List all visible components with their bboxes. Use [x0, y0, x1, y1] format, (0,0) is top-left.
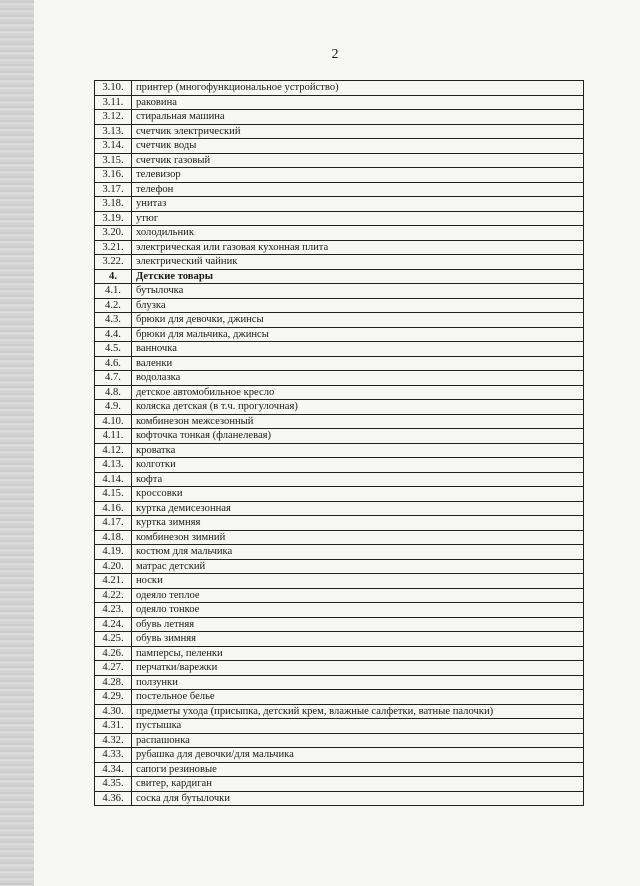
item-name: брюки для мальчика, джинсы [132, 327, 584, 342]
item-name: счетчик газовый [132, 153, 584, 168]
item-number: 4.3. [95, 313, 132, 328]
table-row [95, 762, 584, 777]
item-name: комбинезон зимний [132, 530, 584, 545]
item-name: свитер, кардиган [132, 777, 584, 792]
item-name: распашонка [132, 733, 584, 748]
item-name: кроссовки [132, 487, 584, 502]
table-row [95, 501, 584, 516]
item-number: 3.22. [95, 255, 132, 270]
item-name: матрас детский [132, 559, 584, 574]
table-row [95, 414, 584, 429]
item-name: электрический чайник [132, 255, 584, 270]
item-number: 3.13. [95, 124, 132, 139]
table-row [95, 356, 584, 371]
item-number: 4.26. [95, 646, 132, 661]
item-name: памперсы, пеленки [132, 646, 584, 661]
item-name: сапоги резиновые [132, 762, 584, 777]
table-row [95, 95, 584, 110]
item-name: телефон [132, 182, 584, 197]
item-number: 4.10. [95, 414, 132, 429]
item-number: 4.7. [95, 371, 132, 386]
table-row [95, 153, 584, 168]
item-number: 4.27. [95, 661, 132, 676]
item-number: 4.15. [95, 487, 132, 502]
table-row [95, 182, 584, 197]
table-row [95, 429, 584, 444]
item-number: 4.11. [95, 429, 132, 444]
item-number: 3.15. [95, 153, 132, 168]
table-row [95, 487, 584, 502]
item-name: перчатки/варежки [132, 661, 584, 676]
table-row [95, 733, 584, 748]
table-row [95, 226, 584, 241]
table-row [95, 530, 584, 545]
item-number: 4.13. [95, 458, 132, 473]
table-row [95, 516, 584, 531]
item-name: соска для бутылочки [132, 791, 584, 806]
table-row [95, 124, 584, 139]
item-number: 3.12. [95, 110, 132, 125]
item-name: одеяло тонкое [132, 603, 584, 618]
item-number: 4.32. [95, 733, 132, 748]
item-name: раковина [132, 95, 584, 110]
item-name: ванночка [132, 342, 584, 357]
item-name: кроватка [132, 443, 584, 458]
item-number: 4.35. [95, 777, 132, 792]
item-number: 4.8. [95, 385, 132, 400]
table-row [95, 748, 584, 763]
item-name: куртка зимняя [132, 516, 584, 531]
item-number: 4.12. [95, 443, 132, 458]
item-name: кофточка тонкая (фланелевая) [132, 429, 584, 444]
table-row [95, 690, 584, 705]
item-name: блузка [132, 298, 584, 313]
item-name: бутылочка [132, 284, 584, 299]
item-name: пустышка [132, 719, 584, 734]
item-name: утюг [132, 211, 584, 226]
table-row [95, 617, 584, 632]
table-row [95, 632, 584, 647]
table-row [95, 139, 584, 154]
table-row [95, 313, 584, 328]
table-row [95, 255, 584, 270]
item-name: предметы ухода (присыпка, детский крем, влажные салфетки, ватные палочки) [132, 704, 584, 719]
item-name: ползунки [132, 675, 584, 690]
item-number: 4.22. [95, 588, 132, 603]
table-row [95, 443, 584, 458]
items-table-body [95, 81, 584, 806]
item-name: Детские товары [132, 269, 584, 284]
item-number: 4.19. [95, 545, 132, 560]
item-number: 4.14. [95, 472, 132, 487]
table-row [95, 110, 584, 125]
item-number: 4.4. [95, 327, 132, 342]
item-number: 4.34. [95, 762, 132, 777]
table-row [95, 603, 584, 618]
item-name: счетчик воды [132, 139, 584, 154]
item-number: 4.6. [95, 356, 132, 371]
item-number: 4.31. [95, 719, 132, 734]
table-row [95, 777, 584, 792]
table-row [95, 588, 584, 603]
table-row [95, 371, 584, 386]
item-number: 4.17. [95, 516, 132, 531]
item-name: носки [132, 574, 584, 589]
item-number: 3.18. [95, 197, 132, 212]
item-name: рубашка для девочки/для мальчика [132, 748, 584, 763]
item-name: колготки [132, 458, 584, 473]
item-name: коляска детская (в т.ч. прогулочная) [132, 400, 584, 415]
item-number: 3.17. [95, 182, 132, 197]
item-number: 4.2. [95, 298, 132, 313]
item-number: 4.20. [95, 559, 132, 574]
scan-edge [0, 0, 34, 886]
item-number: 3.16. [95, 168, 132, 183]
item-name: валенки [132, 356, 584, 371]
table-row [95, 211, 584, 226]
item-name: одеяло теплое [132, 588, 584, 603]
item-number: 3.19. [95, 211, 132, 226]
table-row [95, 400, 584, 415]
item-number: 3.11. [95, 95, 132, 110]
item-name: телевизор [132, 168, 584, 183]
item-number: 3.21. [95, 240, 132, 255]
item-name: холодильник [132, 226, 584, 241]
table-row [95, 168, 584, 183]
table-row [95, 81, 584, 96]
section-row [95, 269, 584, 284]
item-name: принтер (многофункциональное устройство) [132, 81, 584, 96]
item-name: кофта [132, 472, 584, 487]
item-number: 4.29. [95, 690, 132, 705]
item-name: стиральная машина [132, 110, 584, 125]
item-number: 4.23. [95, 603, 132, 618]
item-name: обувь летняя [132, 617, 584, 632]
item-name: водолазка [132, 371, 584, 386]
item-number: 4.9. [95, 400, 132, 415]
item-number: 4.21. [95, 574, 132, 589]
item-number: 4.25. [95, 632, 132, 647]
item-name: брюки для девочки, джинсы [132, 313, 584, 328]
item-number: 4.1. [95, 284, 132, 299]
item-number: 4.18. [95, 530, 132, 545]
item-name: постельное белье [132, 690, 584, 705]
item-name: костюм для мальчика [132, 545, 584, 560]
item-name: электрическая или газовая кухонная плита [132, 240, 584, 255]
table-row [95, 704, 584, 719]
item-name: счетчик электрический [132, 124, 584, 139]
table-row [95, 342, 584, 357]
item-number: 4.30. [95, 704, 132, 719]
item-name: комбинезон межсезонный [132, 414, 584, 429]
item-number: 4.36. [95, 791, 132, 806]
table-row [95, 458, 584, 473]
item-name: детское автомобильное кресло [132, 385, 584, 400]
item-name: унитаз [132, 197, 584, 212]
table-row [95, 791, 584, 806]
table-row [95, 545, 584, 560]
table-row [95, 646, 584, 661]
item-number: 4. [95, 269, 132, 284]
page-number: 2 [331, 47, 339, 62]
item-name: обувь зимняя [132, 632, 584, 647]
table-row [95, 284, 584, 299]
item-number: 4.33. [95, 748, 132, 763]
item-number: 3.10. [95, 81, 132, 96]
table-row [95, 719, 584, 734]
items-table [94, 80, 584, 806]
table-row [95, 240, 584, 255]
item-number: 4.24. [95, 617, 132, 632]
table-row [95, 197, 584, 212]
table-row [95, 675, 584, 690]
table-row [95, 559, 584, 574]
table-row [95, 472, 584, 487]
table-row [95, 298, 584, 313]
table-row [95, 661, 584, 676]
item-number: 4.5. [95, 342, 132, 357]
table-row [95, 327, 584, 342]
item-number: 4.16. [95, 501, 132, 516]
table-row [95, 385, 584, 400]
item-name: куртка демисезонная [132, 501, 584, 516]
item-number: 4.28. [95, 675, 132, 690]
item-number: 3.14. [95, 139, 132, 154]
table-row [95, 574, 584, 589]
item-number: 3.20. [95, 226, 132, 241]
